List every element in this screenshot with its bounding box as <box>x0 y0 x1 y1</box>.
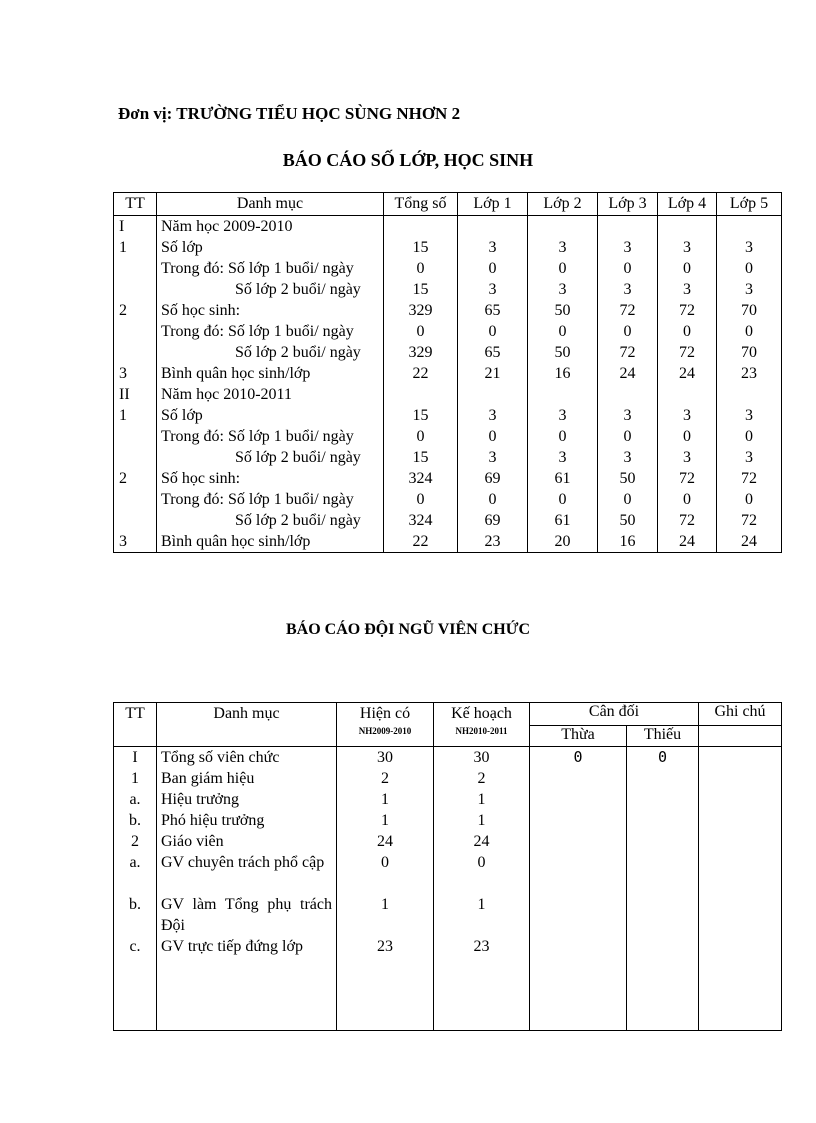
row-label: Bình quân học sinh/lớp <box>157 363 384 384</box>
row-value: 72 <box>658 468 717 489</box>
row-value <box>717 216 782 238</box>
row-number: I <box>114 216 157 238</box>
table-row <box>114 489 782 510</box>
row-note <box>699 894 782 936</box>
row-note <box>699 768 782 789</box>
row-value: 0 <box>528 321 598 342</box>
row-label: Số lớp 2 buổi/ ngày <box>157 510 384 531</box>
row-value: 24 <box>658 531 717 553</box>
row-name: Tổng số viên chức <box>157 747 337 769</box>
blank-cell <box>157 978 337 1031</box>
row-plan: 1 <box>434 894 530 936</box>
row-value: 0 <box>598 489 658 510</box>
row-value: 21 <box>458 363 528 384</box>
row-value: 15 <box>384 405 458 426</box>
table-row <box>114 363 782 384</box>
row-value: 3 <box>598 447 658 468</box>
row-value: 0 <box>598 321 658 342</box>
table-row <box>114 831 782 852</box>
row-name: GV trực tiếp đứng lớp <box>157 936 337 978</box>
row-value: 72 <box>717 510 782 531</box>
row-value: 3 <box>458 237 528 258</box>
current-label: Hiện có <box>359 705 411 722</box>
unit-label: Đơn vị: <box>118 104 173 123</box>
row-number: a. <box>114 789 157 810</box>
row-number: 2 <box>114 468 157 489</box>
row-plan: 0 <box>434 852 530 894</box>
row-number: II <box>114 384 157 405</box>
row-surplus <box>530 789 627 810</box>
row-label: Số lớp <box>157 237 384 258</box>
table-row <box>114 216 782 238</box>
plan-year: NH2010-2011 <box>455 726 508 736</box>
row-current: 24 <box>337 831 434 852</box>
row-value: 0 <box>717 321 782 342</box>
row-value: 0 <box>658 426 717 447</box>
col-header-name: Danh mục <box>157 703 337 747</box>
row-value: 3 <box>528 447 598 468</box>
row-label: Số lớp 2 buổi/ ngày <box>157 342 384 363</box>
class-student-table <box>113 192 782 553</box>
row-current: 1 <box>337 789 434 810</box>
table-row <box>114 510 782 531</box>
row-value: 3 <box>458 447 528 468</box>
row-value: 3 <box>658 447 717 468</box>
col-header: Danh mục <box>157 193 384 216</box>
row-value: 72 <box>717 468 782 489</box>
row-note <box>699 747 782 769</box>
table-row <box>114 468 782 489</box>
row-value: 20 <box>528 531 598 553</box>
row-value: 3 <box>717 405 782 426</box>
row-current: 23 <box>337 936 434 978</box>
row-surplus <box>530 936 627 978</box>
row-value: 0 <box>658 258 717 279</box>
row-plan: 1 <box>434 789 530 810</box>
table-header-row <box>114 703 782 726</box>
row-number <box>114 447 157 468</box>
row-number: 1 <box>114 405 157 426</box>
row-value: 72 <box>658 300 717 321</box>
row-value <box>458 384 528 405</box>
col-header-surplus: Thừa <box>530 726 627 747</box>
row-number <box>114 426 157 447</box>
row-number <box>114 258 157 279</box>
staff-report-title: BÁO CÁO ĐỘI NGŨ VIÊN CHỨC <box>285 621 530 638</box>
unit-name: TRƯỜNG TIỂU HỌC SÙNG NHƠN 2 <box>176 104 461 123</box>
table-row <box>114 237 782 258</box>
row-surplus: 0 <box>530 747 627 769</box>
col-header: Lớp 4 <box>658 193 717 216</box>
row-number: 3 <box>114 531 157 553</box>
row-label: Trong đó: Số lớp 1 buổi/ ngày <box>157 489 384 510</box>
table-row <box>114 531 782 553</box>
row-value: 329 <box>384 342 458 363</box>
unit-line <box>118 104 460 124</box>
row-plan: 24 <box>434 831 530 852</box>
row-value: 0 <box>528 258 598 279</box>
col-header: Lớp 1 <box>458 193 528 216</box>
row-value: 22 <box>384 363 458 384</box>
row-plan: 1 <box>434 810 530 831</box>
class-report-title: BÁO CÁO SỐ LỚP, HỌC SINH <box>282 150 534 170</box>
row-note <box>699 810 782 831</box>
row-value: 0 <box>458 489 528 510</box>
row-surplus <box>530 810 627 831</box>
blank-cell <box>337 978 434 1031</box>
blank-cell <box>627 978 699 1031</box>
row-value: 3 <box>717 279 782 300</box>
col-header: Tổng số <box>384 193 458 216</box>
row-surplus <box>530 831 627 852</box>
row-name: Giáo viên <box>157 831 337 852</box>
row-value: 3 <box>598 237 658 258</box>
row-value <box>717 384 782 405</box>
col-header: TT <box>114 193 157 216</box>
row-name: Phó hiệu trưởng <box>157 810 337 831</box>
row-label: Trong đó: Số lớp 1 buổi/ ngày <box>157 426 384 447</box>
row-number <box>114 279 157 300</box>
row-value <box>598 384 658 405</box>
row-value <box>658 384 717 405</box>
row-name: GV làm Tổng phụ trách Đội <box>157 894 337 936</box>
row-value: 24 <box>717 531 782 553</box>
row-number <box>114 342 157 363</box>
col-header: Lớp 2 <box>528 193 598 216</box>
row-number: a. <box>114 852 157 894</box>
row-value: 3 <box>658 405 717 426</box>
row-value: 61 <box>528 468 598 489</box>
table-header-row <box>114 193 782 216</box>
col-header-shortage: Thiếu <box>627 726 699 747</box>
row-number: 2 <box>114 300 157 321</box>
row-label: Trong đó: Số lớp 1 buổi/ ngày <box>157 258 384 279</box>
row-value: 72 <box>658 342 717 363</box>
row-label: Số lớp 2 buổi/ ngày <box>157 447 384 468</box>
row-value: 0 <box>384 321 458 342</box>
row-value: 0 <box>717 489 782 510</box>
row-value: 50 <box>528 342 598 363</box>
row-note <box>699 789 782 810</box>
row-shortage <box>627 936 699 978</box>
row-shortage <box>627 789 699 810</box>
table-row <box>114 810 782 831</box>
row-name: Hiệu trưởng <box>157 789 337 810</box>
row-value <box>384 216 458 238</box>
row-value: 3 <box>528 405 598 426</box>
row-number: b. <box>114 810 157 831</box>
row-value: 24 <box>658 363 717 384</box>
row-value: 0 <box>598 426 658 447</box>
col-header-tt: TT <box>114 703 157 747</box>
row-value: 3 <box>528 237 598 258</box>
row-number: 1 <box>114 237 157 258</box>
row-surplus <box>530 852 627 894</box>
row-label: Số lớp 2 buổi/ ngày <box>157 279 384 300</box>
row-number <box>114 321 157 342</box>
row-value: 324 <box>384 468 458 489</box>
col-header: Lớp 5 <box>717 193 782 216</box>
row-value: 3 <box>717 237 782 258</box>
table-row <box>114 321 782 342</box>
row-number: b. <box>114 894 157 936</box>
table-row <box>114 300 782 321</box>
table-row <box>114 258 782 279</box>
row-value: 3 <box>458 405 528 426</box>
row-value: 69 <box>458 510 528 531</box>
row-number <box>114 510 157 531</box>
row-value: 15 <box>384 237 458 258</box>
table-row <box>114 789 782 810</box>
row-value: 0 <box>528 426 598 447</box>
row-shortage <box>627 831 699 852</box>
row-value: 65 <box>458 300 528 321</box>
row-shortage <box>627 768 699 789</box>
col-header-plan <box>434 703 530 747</box>
row-label: Năm học 2009-2010 <box>157 216 384 238</box>
row-surplus <box>530 894 627 936</box>
row-number: 2 <box>114 831 157 852</box>
row-value: 3 <box>717 447 782 468</box>
row-current: 2 <box>337 768 434 789</box>
row-name: GV chuyên trách phổ cập <box>157 852 337 894</box>
row-name: Ban giám hiệu <box>157 768 337 789</box>
row-label: Số học sinh: <box>157 468 384 489</box>
row-value: 50 <box>528 300 598 321</box>
col-header-balance: Cân đối <box>530 703 699 726</box>
col-header: Lớp 3 <box>598 193 658 216</box>
row-number: I <box>114 747 157 769</box>
row-value <box>528 384 598 405</box>
row-value: 0 <box>528 489 598 510</box>
row-value: 72 <box>658 510 717 531</box>
row-plan: 2 <box>434 768 530 789</box>
row-value: 3 <box>528 279 598 300</box>
row-plan: 30 <box>434 747 530 769</box>
row-value: 61 <box>528 510 598 531</box>
row-shortage <box>627 852 699 894</box>
blank-cell <box>114 978 157 1031</box>
row-value: 3 <box>598 279 658 300</box>
row-value <box>598 216 658 238</box>
row-shortage: 0 <box>627 747 699 769</box>
row-value: 0 <box>658 489 717 510</box>
row-value: 3 <box>458 279 528 300</box>
row-number: 1 <box>114 768 157 789</box>
blank-row <box>114 978 782 1031</box>
row-value: 16 <box>528 363 598 384</box>
row-plan: 23 <box>434 936 530 978</box>
row-value: 50 <box>598 510 658 531</box>
row-surplus <box>530 768 627 789</box>
blank-cell <box>530 978 627 1031</box>
row-value: 16 <box>598 531 658 553</box>
row-value: 0 <box>458 426 528 447</box>
table-row <box>114 384 782 405</box>
row-current: 0 <box>337 852 434 894</box>
row-value: 23 <box>717 363 782 384</box>
table-row <box>114 894 782 936</box>
row-number: c. <box>114 936 157 978</box>
row-value: 3 <box>658 237 717 258</box>
row-value: 69 <box>458 468 528 489</box>
row-note <box>699 852 782 894</box>
row-note <box>699 831 782 852</box>
table-row <box>114 426 782 447</box>
row-value: 3 <box>598 405 658 426</box>
plan-label: Kế hoạch <box>451 705 512 722</box>
row-value: 0 <box>598 258 658 279</box>
row-number <box>114 489 157 510</box>
row-value: 50 <box>598 468 658 489</box>
table-row <box>114 447 782 468</box>
row-number: 3 <box>114 363 157 384</box>
row-value <box>528 216 598 238</box>
row-value: 70 <box>717 300 782 321</box>
row-current: 1 <box>337 810 434 831</box>
row-value <box>658 216 717 238</box>
row-label: Bình quân học sinh/lớp <box>157 531 384 553</box>
blank-cell <box>434 978 530 1031</box>
row-value <box>384 384 458 405</box>
table-row <box>114 279 782 300</box>
table-row <box>114 747 782 769</box>
col-header-current <box>337 703 434 747</box>
col-header-note-blank <box>699 726 782 747</box>
row-value: 0 <box>458 258 528 279</box>
row-value: 3 <box>658 279 717 300</box>
row-value: 72 <box>598 300 658 321</box>
row-value: 22 <box>384 531 458 553</box>
row-note <box>699 936 782 978</box>
row-value: 0 <box>717 258 782 279</box>
row-value: 0 <box>658 321 717 342</box>
row-value: 23 <box>458 531 528 553</box>
row-current: 30 <box>337 747 434 769</box>
row-value: 24 <box>598 363 658 384</box>
row-value: 0 <box>384 426 458 447</box>
staff-table <box>113 702 782 1031</box>
row-label: Số học sinh: <box>157 300 384 321</box>
row-value <box>458 216 528 238</box>
row-shortage <box>627 894 699 936</box>
row-current: 1 <box>337 894 434 936</box>
row-value: 0 <box>384 489 458 510</box>
row-value: 0 <box>458 321 528 342</box>
row-value: 324 <box>384 510 458 531</box>
row-label: Số lớp <box>157 405 384 426</box>
row-value: 15 <box>384 279 458 300</box>
row-value: 0 <box>717 426 782 447</box>
col-header-note: Ghi chú <box>699 703 782 726</box>
row-value: 329 <box>384 300 458 321</box>
blank-cell <box>699 978 782 1031</box>
row-value: 72 <box>598 342 658 363</box>
row-shortage <box>627 810 699 831</box>
row-value: 0 <box>384 258 458 279</box>
table-row <box>114 852 782 894</box>
row-value: 15 <box>384 447 458 468</box>
row-label: Trong đó: Số lớp 1 buổi/ ngày <box>157 321 384 342</box>
table-row <box>114 342 782 363</box>
row-label: Năm học 2010-2011 <box>157 384 384 405</box>
row-value: 65 <box>458 342 528 363</box>
current-year: NH2009-2010 <box>358 726 412 736</box>
table-row <box>114 768 782 789</box>
table-row <box>114 405 782 426</box>
row-value: 70 <box>717 342 782 363</box>
table-row <box>114 936 782 978</box>
